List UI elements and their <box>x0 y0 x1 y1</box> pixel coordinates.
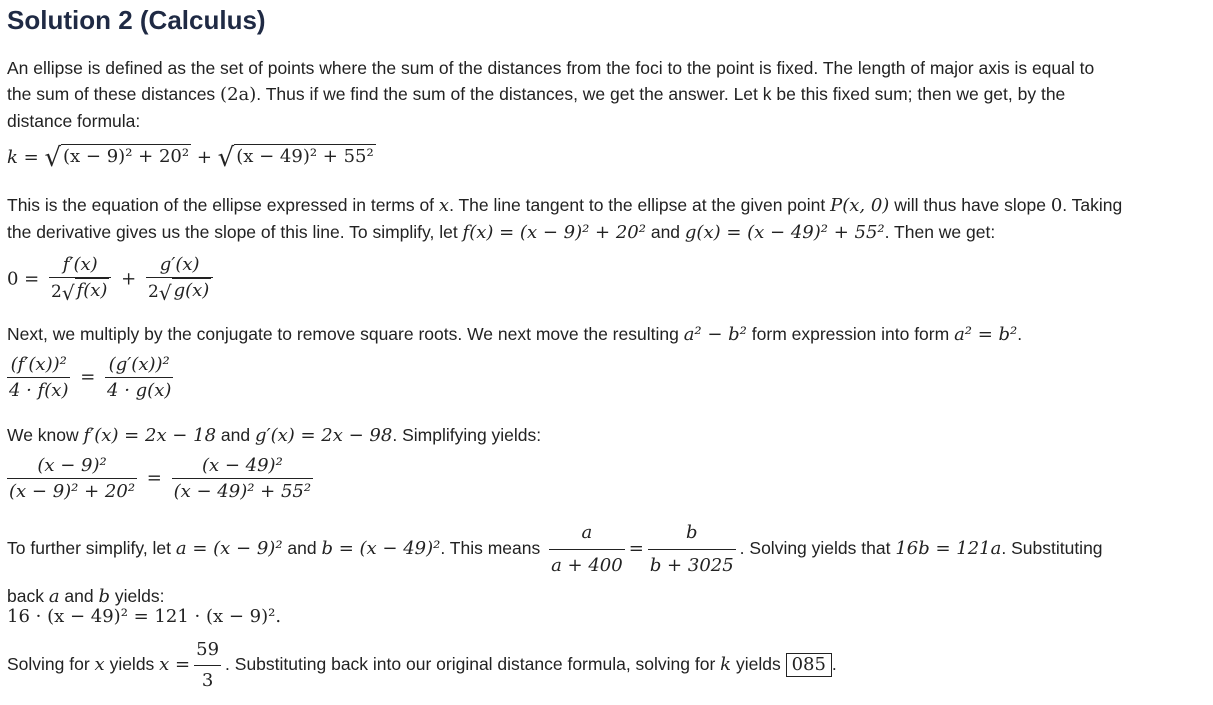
sqrt-radicand: f(x) <box>76 280 108 301</box>
coefficient: 2 <box>148 282 159 302</box>
fraction <box>648 519 736 580</box>
equation-distance-sum <box>7 143 376 173</box>
math-inline: f(x) = (x − 9)² + 20² <box>462 222 646 243</box>
math-inline: (2a) <box>220 84 257 105</box>
math-inline: x <box>94 654 105 676</box>
text: We know <box>7 425 84 445</box>
math-inline: k <box>720 654 732 676</box>
numerator: (x − 49)² <box>201 455 283 476</box>
conjugate-paragraph <box>7 321 1022 348</box>
text: Next, we multiply by the conjugate to remove square roots. We next move the resulting <box>7 324 684 344</box>
text: This is the equation of the ellipse expressed in terms of <box>7 195 439 215</box>
fraction <box>549 519 625 580</box>
math-operator: = <box>628 538 644 560</box>
page-title: Solution 2 (Calculus) <box>7 5 266 35</box>
text: and <box>282 538 322 559</box>
math-lhs: 0 = <box>7 268 40 290</box>
text: yields: <box>110 586 165 606</box>
fraction <box>49 254 111 305</box>
text: yields <box>731 654 786 675</box>
intro-paragraph <box>7 55 1094 134</box>
final-paragraph <box>7 637 837 694</box>
substitution-line-1 <box>7 519 1103 580</box>
tangent-paragraph <box>7 192 1122 246</box>
denominator: (x − 9)² + 20² <box>7 478 137 502</box>
intro-line-3: distance formula: <box>7 111 141 131</box>
sqrt-radicand: (x − 49)² + 55² <box>236 146 374 167</box>
math-inline: P(x, 0) <box>830 195 890 216</box>
math-inline: f′(x) = 2x − 18 <box>83 425 217 446</box>
text: . Solving yields that <box>739 538 896 559</box>
denominator: 4 · f(x) <box>7 377 70 401</box>
fraction <box>7 455 137 502</box>
denominator: a + 400 <box>549 549 625 580</box>
denominator: 2√ g(x) <box>146 277 213 305</box>
numerator: (x − 9)² <box>37 455 107 476</box>
intro-text: . Thus if we find the sum of the distances, we get the answer. Let k be this fixed sum; then we get, by the <box>256 84 1066 104</box>
text: the derivative gives us the slope of this line. To simplify, let <box>7 222 463 242</box>
fraction <box>194 637 221 694</box>
math-inline: a² = b² <box>954 324 1018 345</box>
text: back <box>7 586 49 606</box>
math-inline: b <box>98 586 111 607</box>
math-inline: x = <box>159 654 191 676</box>
numerator: 59 <box>196 639 220 660</box>
sqrt-radicand: g(x) <box>173 280 210 301</box>
text: . <box>831 654 837 675</box>
fraction <box>146 254 213 305</box>
numerator: g′(x) <box>159 254 200 275</box>
denominator: b + 3025 <box>648 549 736 580</box>
text: will thus have slope <box>889 195 1051 215</box>
text: form expression into form <box>746 324 955 344</box>
denominator: 2√ f(x) <box>49 277 111 305</box>
tangent-line-1 <box>7 192 1122 219</box>
numerator: a <box>581 522 593 543</box>
math-inline: x <box>438 195 450 216</box>
derivatives-paragraph <box>7 422 541 449</box>
equation-squared <box>7 354 177 401</box>
math-inline: g′(x) = 2x − 98 <box>254 425 393 446</box>
sqrt-term-1: √ (x − 9)² + 20² <box>44 143 190 173</box>
text: Solving for <box>7 654 95 675</box>
fraction <box>172 455 314 502</box>
math-inline: b = (x − 49)² <box>321 538 441 560</box>
numerator: f′(x) <box>62 254 98 275</box>
text: . This means <box>440 538 546 559</box>
text: . Then we get: <box>884 222 996 242</box>
text: . The line tangent to the ellipse at the given point <box>449 195 831 215</box>
numerator: (g′(x))² <box>108 354 170 375</box>
text: . Substituting back into our original distance formula, solving for <box>225 654 721 675</box>
math-inline: a = (x − 9)² <box>175 538 283 560</box>
tangent-line-2 <box>7 219 1122 246</box>
math-operator: = <box>146 467 162 489</box>
text: . <box>1017 324 1023 344</box>
math-inline: a <box>48 586 60 607</box>
text: and <box>645 222 685 242</box>
math-operator: + <box>196 147 212 168</box>
equation-derivative <box>7 254 217 305</box>
denominator: 4 · g(x) <box>105 377 173 401</box>
text: and <box>216 425 255 445</box>
sqrt-radicand: (x − 9)² + 20² <box>63 146 190 167</box>
math-operator: + <box>121 268 137 290</box>
math-operator: = <box>80 366 96 388</box>
intro-text: the sum of these distances <box>7 84 221 104</box>
text: yields <box>104 654 160 675</box>
fraction <box>105 354 173 401</box>
coefficient: 2 <box>51 282 62 302</box>
intro-line-2 <box>7 81 1094 108</box>
final-answer-box: 085 <box>786 653 832 677</box>
math-inline: a² − b² <box>683 324 747 345</box>
text: and <box>59 586 99 606</box>
fraction <box>7 354 70 401</box>
equation-result: 16 · (x − 49)² = 121 · (x − 9)². <box>7 606 282 627</box>
text: . Simplifying yields: <box>392 425 542 445</box>
denominator: 3 <box>194 665 221 694</box>
text: . Taking <box>1062 195 1123 215</box>
numerator: b <box>685 522 698 543</box>
math-inline: 0 <box>1050 195 1063 216</box>
math-inline: 16b = 121a <box>895 538 1002 560</box>
sqrt-term-2: √ (x − 49)² + 55² <box>217 143 374 173</box>
intro-line-1: An ellipse is defined as the set of points where the sum of the distances from the foci to the point is fixed. The length of major axis is equal to <box>7 58 1095 78</box>
equation-simplified <box>7 455 317 502</box>
denominator: (x − 49)² + 55² <box>172 478 314 502</box>
substitution-paragraph <box>7 519 1103 611</box>
text: . Substituting <box>1001 538 1103 559</box>
text: To further simplify, let <box>7 538 176 559</box>
numerator: (f′(x))² <box>10 354 67 375</box>
math-inline: g(x) = (x − 49)² + 55² <box>684 222 885 243</box>
math-lhs: k = <box>7 147 39 168</box>
